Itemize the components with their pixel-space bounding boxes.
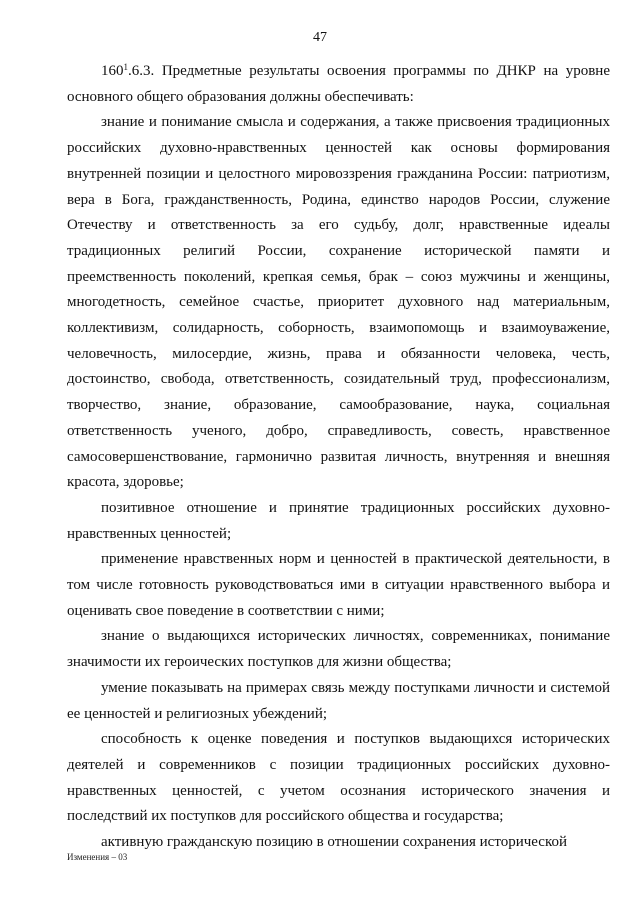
section-number-suffix: .6.3.	[128, 63, 155, 79]
paragraph: применение нравственных норм и ценностей в практической деятельности, в том числе готовность руководствоваться ими в ситуации нравственного выбора и оценивать свое поведение в соответствии с ними;	[67, 551, 610, 619]
paragraph: умение показывать на примерах связь между поступками личности и системой ее ценностей и религиозных убеждений;	[67, 679, 610, 722]
document-body	[67, 59, 610, 856]
paragraph: способность к оценке поведения и поступков выдающихся исторических деятелей и современников с позиции традиционных российских духовно-нравственных ценностей, с учетом осознания исторического значения и последствий их поступков для российского общества и государства;	[67, 731, 610, 825]
footer-revision-note: Изменения – 03	[67, 852, 128, 862]
section-heading	[67, 59, 610, 110]
section-number-superscript: 1	[123, 62, 128, 72]
paragraph: активную гражданскую позицию в отношении сохранения исторической	[101, 834, 568, 851]
page-number: 47	[313, 30, 327, 45]
paragraph: позитивное отношение и принятие традиционных российских духовно-нравственных ценностей;	[67, 499, 610, 542]
paragraph: знание и понимание смысла и содержания, а также присвоения традиционных российских духовно-нравственных ценностей как основы формирования внутренней позиции и целостного мировоззрения гражданина России: патриотизм, вера в Бога, гражданственность, Родина, единство народов России, служение Отечеству и ответственность за его судьбу, долг, нравственные идеалы традиционных религий России, сохранение исторической памяти и преемственность поколений, крепкая семья, брак – союз мужчины и женщины, многодетность, семейное счастье, приоритет духовного над материальным, коллективизм, солидарность, соборность, взаимопомощь и взаимоуважение, человечность, милосердие, жизнь, права и обязанности человека, честь, достоинство, свобода, ответственность, созидательный труд, профессионализм, творчество, знание, образование, самообразование, наука, социальная ответственность ученого, добро, справедливость, совесть, нравственное самосовершенствование, гармонично развитая личность, внутренняя и внешняя красота, здоровье;	[67, 114, 610, 491]
section-number-prefix: 160	[101, 63, 124, 79]
paragraph: знание о выдающихся исторических личностях, современниках, понимание значимости их героических поступков для жизни общества;	[67, 628, 610, 671]
section-heading-text: Предметные результаты освоения программы по ДНКР на уровне основного общего образования должны обеспечивать:	[67, 63, 610, 105]
